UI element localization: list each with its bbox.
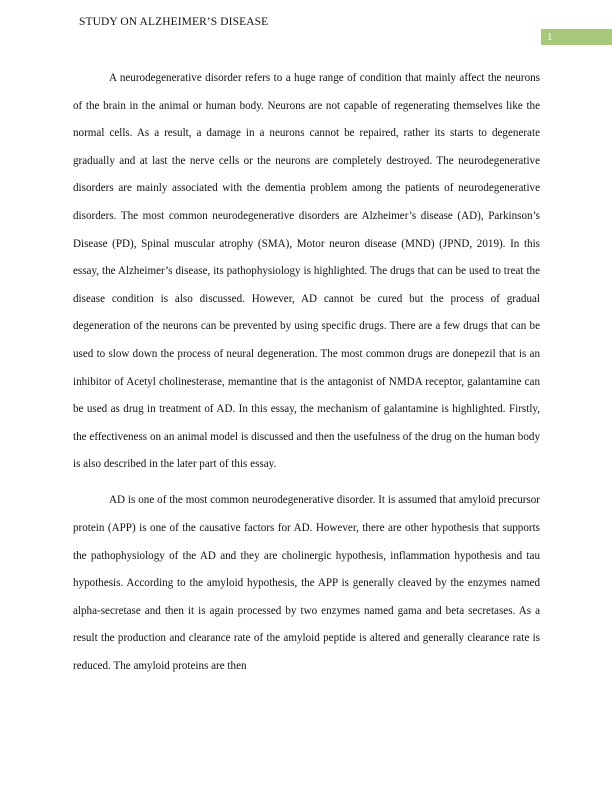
paragraph-1: A neurodegenerative disorder refers to a huge range of condition that mainly affect the neurons of the brain in the animal or human body. Neurons are not capable of regenerating themselves like the normal cells. As a result, a damage in a neurons cannot be repaired, rather its starts to degenerate gradually and at last the nerve cells or the neurons are completely destroyed. The neurodegenerative disorders are mainly associated with the dementia problem among the patients of neurodegenerative disorders. The most common neurodegenerative disorders are Alzheimer’s disease (AD), Parkinson’s Disease (PD), Spinal muscular atrophy (SMA), Motor neuron disease (MND) (JPND, 2019). In this essay, the Alzheimer’s disease, its pathophysiology is highlighted. The drugs that can be used to treat the disease condition is also discussed. However, AD cannot be cured but the process of gradual degeneration of the neurons can be prevented by using specific drugs. There are a few drugs that can be used to slow down the process of neural degeneration. The most common drugs are donepezil that is an inhibitor of Acetyl cholinesterase, memantine that is the antagonist of NMDA receptor, galantamine can be used as drug in treatment of AD. In this essay, the mechanism of galantamine is highlighted. Firstly, the effectiveness on an animal model is discussed and then the usefulness of the drug on the human body is also described in the later part of this essay. — [73, 72, 540, 471]
body-text — [73, 65, 540, 681]
page-number: 1 — [541, 29, 612, 45]
running-head: STUDY ON ALZHEIMER’S DISEASE — [79, 16, 269, 28]
paragraph-2: AD is one of the most common neurodegenerative disorder. It is assumed that amyloid precursor protein (APP) is one of the causative factors for AD. However, there are other hypothesis that supports the pathophysiology of the AD and they are cholinergic hypothesis, inflammation hypothesis and tau hypothesis. According to the amyloid hypothesis, the APP is generally cleaved by the enzymes named alpha-secretase and then it is again processed by two enzymes named gama and beta secretases. As a result the production and clearance rate of the amyloid peptide is altered and generally clearance rate is reduced. The amyloid proteins are then — [73, 494, 540, 672]
